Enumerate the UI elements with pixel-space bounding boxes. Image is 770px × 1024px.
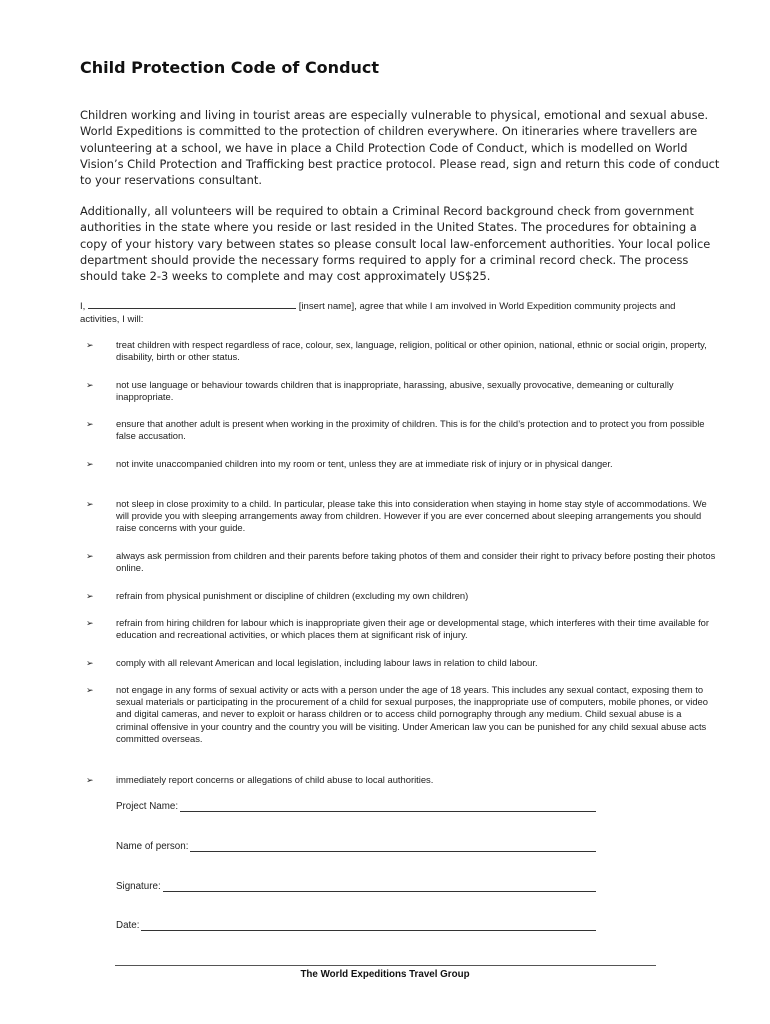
- list-item: [86, 684, 716, 745]
- arrow-bullet-icon: ➢: [86, 380, 94, 390]
- person-name-label: Name of person:: [116, 841, 189, 852]
- list-item: [86, 498, 716, 535]
- list-item-text: refrain from physical punishment or discipline of children (excluding my own children): [116, 590, 469, 601]
- date-field: [116, 920, 596, 931]
- arrow-bullet-icon: ➢: [86, 658, 94, 668]
- date-input-line[interactable]: [141, 920, 596, 931]
- list-item: [86, 590, 716, 602]
- intro-paragraph-1: Children working and living in tourist areas are especially vulnerable to physical, emotional and sexual abuse. World Expeditions is committed to the protection of children everywhere. On itineraries where travellers are volunteering at a school, we have in place a Child Protection Code of Conduct, which is modelled on World Vision’s Child Protection and Trafficking best practice protocol. Please read, sign and return this code of conduct to your reservations consultant.: [80, 108, 720, 188]
- arrow-bullet-icon: ➢: [86, 591, 94, 601]
- arrow-bullet-icon: ➢: [86, 685, 94, 695]
- arrow-bullet-icon: ➢: [86, 775, 94, 785]
- intro-paragraph-2: Additionally, all volunteers will be required to obtain a Criminal Record background check from government authorities in the state where you reside or last resided in the United States. The procedures for obtaining a copy of your history vary between states so please consult local law-enforcement authorities. Your local police department should provide the necessary forms required to apply for a criminal record check. The process should take 2-3 weeks to complete and may cost approximately US$25.: [80, 204, 711, 284]
- signature-input-line[interactable]: [163, 881, 596, 892]
- pledge-statement: [80, 299, 710, 326]
- list-item-text: refrain from hiring children for labour which is inappropriate given their age or developmental stage, which interferes with their time available for education and recreational activities, or which places them at significant risk of injury.: [116, 617, 710, 641]
- list-item: [86, 379, 716, 403]
- list-item: [86, 418, 716, 442]
- signature-label: Signature:: [116, 881, 161, 892]
- signature-field: [116, 881, 596, 892]
- footer-divider: [115, 965, 656, 966]
- list-item-text: not sleep in close proximity to a child. In particular, please take this into consideration when staying in home stay style of accommodations. We will provide you with sleeping arrangements away from children. However if you are ever concerned about sleeping arrangements you should raise concerns with your guide.: [116, 498, 707, 534]
- list-item: [86, 617, 716, 641]
- list-item-text: comply with all relevant American and local legislation, including labour laws in relation to child labour.: [116, 657, 538, 668]
- name-blank-line[interactable]: [88, 299, 296, 309]
- list-item-text: ensure that another adult is present when working in the proximity of children. This is for the child’s protection and to protect you from possible false accusation.: [116, 418, 705, 442]
- list-item: [86, 550, 716, 574]
- list-item-text: always ask permission from children and their parents before taking photos of them and consider their right to privacy before posting their photos online.: [116, 550, 716, 574]
- list-item-text: immediately report concerns or allegations of child abuse to local authorities.: [116, 774, 434, 785]
- person-name-field: [116, 841, 596, 852]
- page-title: Child Protection Code of Conduct: [80, 58, 380, 77]
- pledge-suffix: [insert name], agree that while I am involved in World Expedition community projects and activities, I will:: [80, 301, 676, 325]
- project-name-label: Project Name:: [116, 801, 179, 812]
- arrow-bullet-icon: ➢: [86, 551, 94, 561]
- arrow-bullet-icon: ➢: [86, 340, 94, 350]
- project-name-field: [116, 801, 596, 812]
- arrow-bullet-icon: ➢: [86, 499, 94, 509]
- list-item: [86, 657, 716, 669]
- list-item: [86, 458, 716, 470]
- list-item-text: not engage in any forms of sexual activity or acts with a person under the age of 18 years. This includes any sexual contact, exposing them to sexual materials or participating in the procurement of a child for sexual purposes, the inappropriate use of computers, mobile phones, or video and digital cameras, and never to exploit or harass children or to access child pornography through any medium. Child sexual abuse is a criminal offensive in your country and the country you will be visiting. Under American law you can be punished for any child sexual abuse acts committed overseas.: [116, 684, 708, 744]
- project-name-input-line[interactable]: [180, 801, 596, 812]
- list-item: [86, 339, 716, 363]
- date-label: Date:: [116, 920, 140, 931]
- person-name-input-line[interactable]: [190, 841, 596, 852]
- arrow-bullet-icon: ➢: [86, 419, 94, 429]
- list-item-text: not use language or behaviour towards children that is inappropriate, harassing, abusive, sexually provocative, demeaning or culturally inappropriate.: [116, 379, 674, 403]
- pledge-prefix: I,: [80, 301, 86, 312]
- list-item-text: treat children with respect regardless of race, colour, sex, language, religion, political or other opinion, national, ethnic or social origin, property, disability, birth or other status.: [116, 339, 707, 363]
- arrow-bullet-icon: ➢: [86, 618, 94, 628]
- arrow-bullet-icon: ➢: [86, 459, 94, 469]
- footer-company-name: The World Expeditions Travel Group: [300, 969, 470, 980]
- list-item: [86, 774, 716, 786]
- list-item-text: not invite unaccompanied children into my room or tent, unless they are at immediate risk of injury or in physical danger.: [116, 458, 613, 469]
